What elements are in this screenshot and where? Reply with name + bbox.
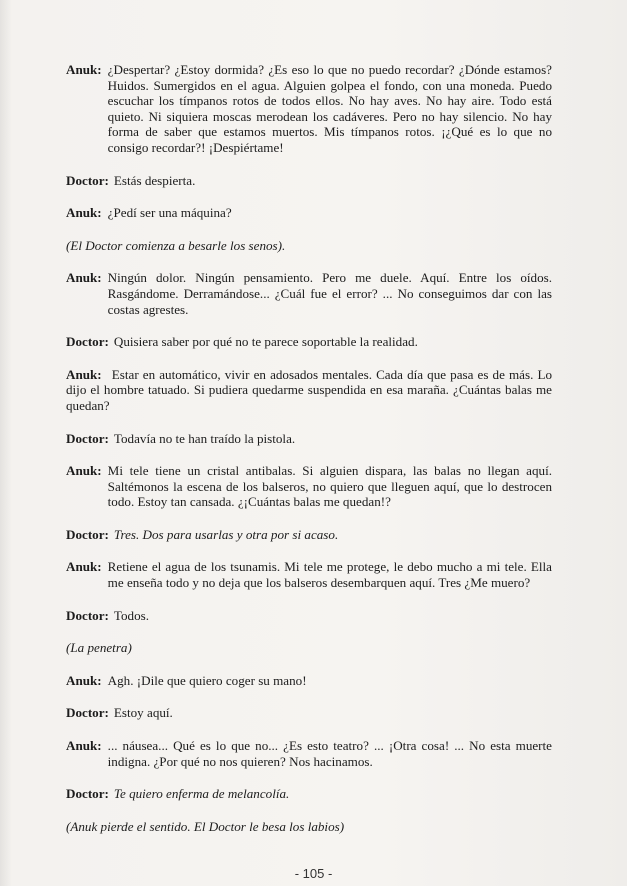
dialogue-line: [66, 62, 552, 156]
dialogue-text: Retiene el agua de los tsunamis. Mi tele me protege, le debo mucho a mi tele. Ella me enseña todo y no deja que los balseros desembarquen aquí. Tres ¿Me muero?: [107, 559, 552, 591]
speaker-name: Anuk:: [66, 559, 102, 575]
dialogue-text: Quisiera saber por qué no te parece soportable la realidad.: [113, 334, 418, 350]
speaker-name: Anuk:: [66, 270, 102, 286]
dialogue-line: [66, 367, 552, 414]
dialogue-text: Estar en automático, vivir en adosados mentales. Cada día que pasa es de más. Lo dijo el hombre tatuado. Si pudiera quedarme suspendida en esa maraña. ¿Cuántas balas me quedan?: [66, 366, 553, 413]
dialogue-text: Todavía no te han traído la pistola.: [113, 430, 296, 446]
dialogue-line: [66, 738, 552, 769]
speaker-name: Anuk:: [66, 205, 102, 221]
dialogue-text: ¿Pedí ser una máquina?: [107, 205, 232, 221]
dialogue-line: [66, 334, 552, 350]
stage-direction: (El Doctor comienza a besarle los senos).: [66, 237, 286, 253]
dialogue-text: Te quiero enferma de melancolía.: [113, 786, 290, 802]
dialogue-line: [66, 705, 552, 721]
speaker-name: Anuk:: [66, 672, 102, 688]
speaker-name: Doctor:: [66, 172, 109, 188]
stage-direction: (Anuk pierde el sentido. El Doctor le besa los labios): [66, 818, 345, 834]
dialogue-line: [66, 205, 552, 221]
speaker-name: Doctor:: [66, 334, 109, 350]
dialogue-line: [66, 463, 552, 510]
speaker-name: Anuk:: [66, 738, 102, 754]
speaker-name: Doctor:: [66, 526, 109, 542]
dialogue-line: [66, 270, 552, 317]
stage-direction: (La penetra): [66, 640, 132, 656]
dialogue-line: [66, 431, 552, 447]
dialogue-line: [66, 173, 552, 189]
dialogue-line: [66, 559, 552, 590]
speaker-name: Doctor:: [66, 786, 109, 802]
dialogue-line: [66, 608, 552, 624]
dialogue-line: [66, 673, 552, 689]
dialogue-text: Estás despierta.: [113, 172, 196, 188]
speaker-name: Doctor:: [66, 430, 109, 446]
play-script: [66, 62, 552, 851]
dialogue-text: Tres. Dos para usarlas y otra por si acaso.: [113, 526, 339, 542]
dialogue-text: ¿Despertar? ¿Estoy dormida? ¿Es eso lo que no puedo recordar? ¿Dónde estamos? Huidos. Sumergidos en el agua. Alguien golpea el fondo, con una moneda. Puedo escuchar los tímpanos rotos de todos ellos. No hay aves. No hay aire. Todo está quieto. Ni siquiera moscas merodean los cadáveres. Pero no hay silencio. No hay forma de saber que estamos muertos. Mis tímpanos rotos. ¡¿Qué es lo que no consigo recordar?! ¡Despiértame!: [107, 62, 552, 155]
speaker-name: Anuk:: [66, 62, 102, 77]
dialogue-text: Mi tele tiene un cristal antibalas. Si alguien dispara, las balas no llegan aquí. Saltémonos la escena de los balseros, no quiero que lleguen aquí, que lo destrocen todo. Estoy tan cansada. ¿¡Cuántas balas me quedan!?: [107, 463, 552, 510]
dialogue-text: ... náusea... Qué es lo que no... ¿Es esto teatro? ... ¡Otra cosa! ... No esta muerte indigna. ¿Por qué no nos quieren? Nos hacinamos.: [107, 738, 552, 769]
dialogue-text: Estoy aquí.: [113, 705, 173, 721]
speaker-name: Anuk:: [66, 366, 102, 382]
dialogue-line: [66, 786, 552, 802]
page-number: - 105 -: [294, 866, 333, 881]
speaker-name: Doctor:: [66, 705, 109, 721]
dialogue-text: Todos.: [113, 607, 149, 623]
dialogue-text: Ningún dolor. Ningún pensamiento. Pero me duele. Aquí. Entre los oídos. Rasgándome. Derramándose... ¿Cuál fue el error? ... No conseguimos dar con las costas agrestes.: [107, 270, 552, 317]
dialogue-line: [66, 527, 552, 543]
speaker-name: Doctor:: [66, 607, 109, 623]
speaker-name: Anuk:: [66, 463, 102, 479]
dialogue-text: Agh. ¡Dile que quiero coger su mano!: [107, 672, 307, 688]
